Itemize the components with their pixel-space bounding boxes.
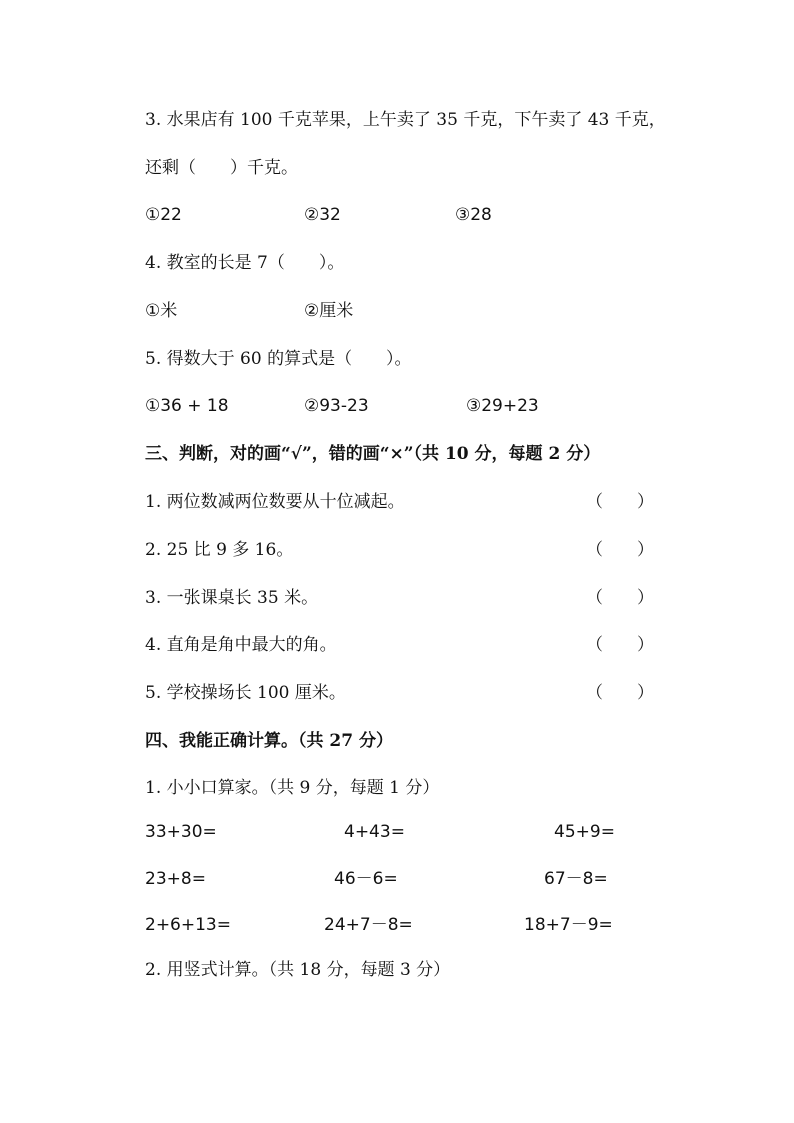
judge-item-1: 1. 两位数减两位数要从十位减起。 — [145, 492, 405, 512]
q4-option-2: ②厘米 — [304, 301, 354, 321]
calc-row2-col2: 46－6= — [334, 869, 398, 889]
judge-blank-2[interactable]: （ ） — [586, 540, 654, 560]
q4-option-1: ①米 — [145, 301, 178, 321]
section4-heading: 四、我能正确计算。（共 27 分） — [145, 731, 393, 751]
judge-item-2: 2. 25 比 9 多 16。 — [145, 540, 294, 560]
judge-blank-1[interactable]: （ ） — [586, 492, 654, 512]
q3-line2: 还剩（ ）千克。 — [145, 158, 298, 178]
judge-blank-3[interactable]: （ ） — [586, 588, 654, 608]
q3-option-2: ②32 — [304, 205, 341, 225]
calc-row2-col1: 23+8= — [145, 869, 206, 889]
calc-row2-col3: 67－8= — [544, 869, 608, 889]
q5-option-3: ③29+23 — [466, 396, 539, 416]
judge-blank-4[interactable]: （ ） — [586, 635, 654, 655]
q5-option-1: ①36 + 18 — [145, 396, 229, 416]
judge-item-5: 5. 学校操场长 100 厘米。 — [145, 683, 346, 703]
section3-heading: 三、判断，对的画“√”，错的画“×”（共 10 分，每题 2 分） — [145, 444, 601, 464]
q3-line1: 3. 水果店有 100 千克苹果，上午卖了 35 千克，下午卖了 43 千克， — [145, 110, 666, 130]
section4-sub2: 2. 用竖式计算。（共 18 分，每题 3 分） — [145, 960, 451, 980]
calc-row3-col1: 2+6+13= — [145, 915, 231, 935]
q5-text: 5. 得数大于 60 的算式是（ ）。 — [145, 349, 412, 369]
q3-option-3: ③28 — [455, 205, 492, 225]
q3-option-1: ①22 — [145, 205, 182, 225]
q4-text: 4. 教室的长是 7（ ）。 — [145, 253, 345, 273]
judge-blank-5[interactable]: （ ） — [586, 683, 654, 703]
calc-row1-col2: 4+43= — [344, 822, 405, 842]
calc-row3-col2: 24+7－8= — [324, 915, 413, 935]
q5-option-2: ②93-23 — [304, 396, 369, 416]
judge-item-4: 4. 直角是角中最大的角。 — [145, 635, 337, 655]
judge-item-3: 3. 一张课桌长 35 米。 — [145, 588, 319, 608]
section4-sub1: 1. 小小口算家。（共 9 分，每题 1 分） — [145, 778, 440, 798]
calc-row1-col3: 45+9= — [554, 822, 615, 842]
calc-row3-col3: 18+7－9= — [524, 915, 613, 935]
calc-row1-col1: 33+30= — [145, 822, 217, 842]
